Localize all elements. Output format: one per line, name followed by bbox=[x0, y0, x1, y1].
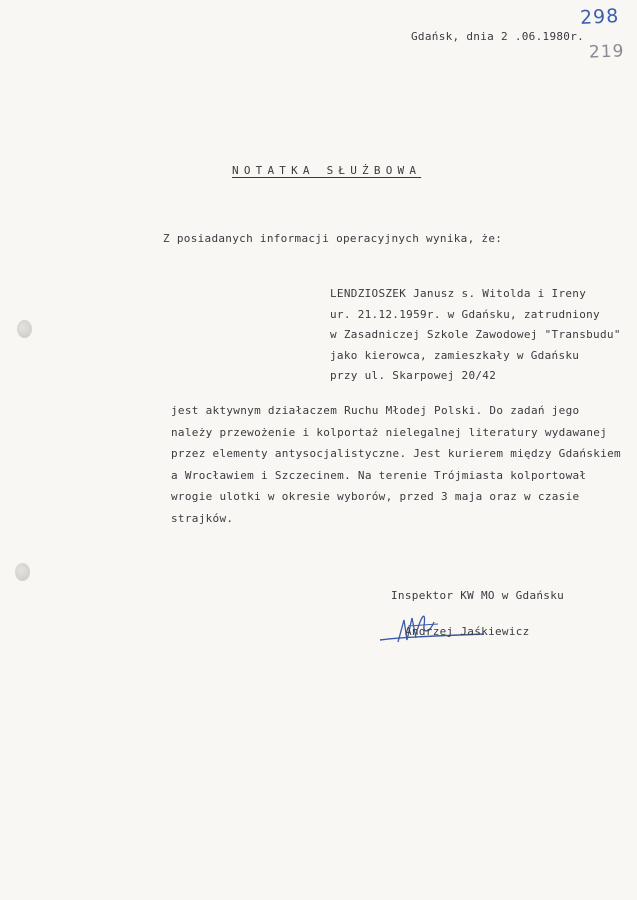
body-line: należy przewożenie i kolportaż nielegalnej literatury wydawanej bbox=[171, 425, 608, 439]
body-line: strajków. bbox=[171, 511, 234, 525]
body-line: a Wrocławiem i Szczecinem. Na terenie Trójmiasta kolportował bbox=[171, 468, 587, 482]
body-line: jest aktywnym działaczem Ruchu Młodej Polski. Do zadań jego bbox=[171, 404, 580, 417]
body-line: przez elementy antysocjalistyczne. Jest kurierem między Gdańskiem bbox=[171, 447, 621, 461]
subject-line: ur. 21.12.1959r. w Gdańsku, zatrudniony bbox=[330, 307, 600, 321]
place-date: Gdańsk, dnia 2 .06.1980r. bbox=[411, 30, 585, 43]
subject-line: jako kierowca, zamieszkały w Gdańsku bbox=[330, 348, 580, 362]
punch-hole bbox=[17, 320, 32, 338]
archive-number: 298 bbox=[579, 4, 620, 30]
document-title: NOTATKA SŁUŻBOWA bbox=[232, 164, 422, 177]
body-paragraph bbox=[171, 400, 621, 530]
subject-block bbox=[330, 284, 621, 387]
body-line: wrogie ulotki w okresie wyborów, przed 3 maja oraz w czasie bbox=[171, 490, 580, 504]
subject-line: w Zasadniczej Szkole Zawodowej "Transbudu" bbox=[330, 328, 621, 342]
signature-position: Inspektor KW MO w Gdańsku bbox=[391, 589, 565, 602]
subject-line: LENDZIOSZEK Janusz s. Witolda i Ireny bbox=[330, 287, 587, 300]
archive-number-old: 219 bbox=[588, 41, 625, 63]
intro-text: Z posiadanych informacji operacyjnych wynika, że: bbox=[163, 232, 503, 245]
punch-hole bbox=[15, 563, 30, 581]
subject-line: przy ul. Skarpowej 20/42 bbox=[330, 369, 497, 383]
signatory-name: Andrzej Jaśkiewicz bbox=[405, 625, 530, 638]
